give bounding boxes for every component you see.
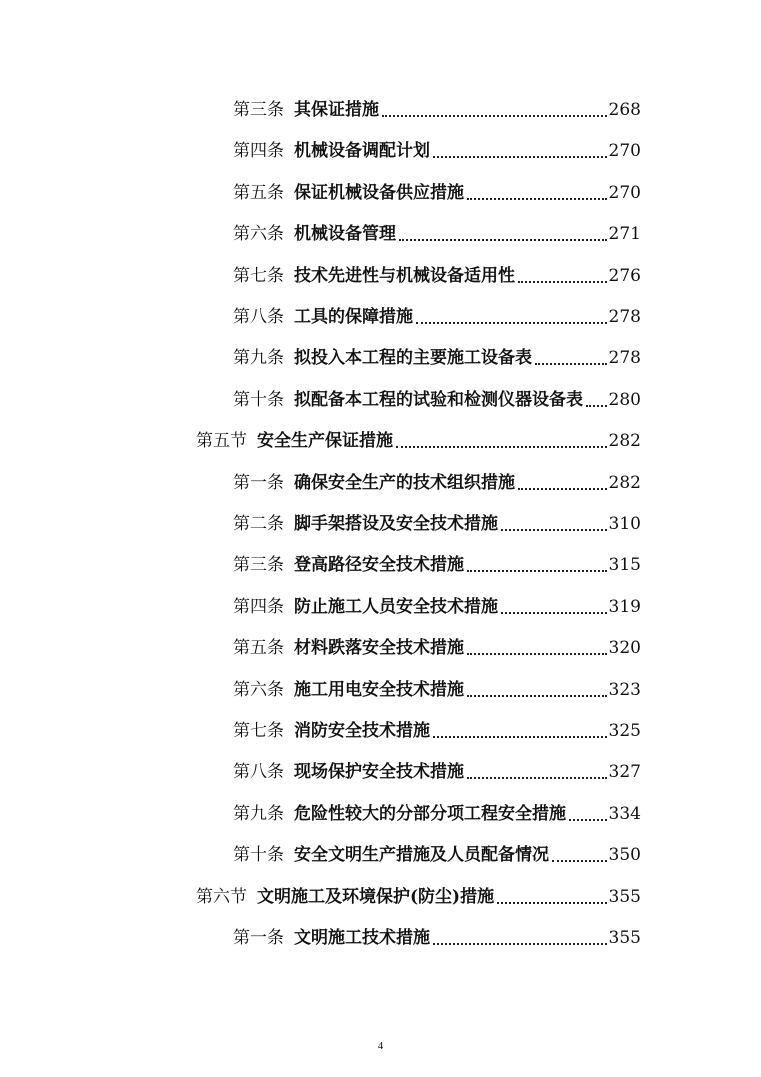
toc-leader-dots (467, 777, 607, 779)
toc-leader-dots (433, 943, 607, 945)
toc-entry-number: 第三条 (233, 100, 284, 120)
toc-leader-dots (501, 529, 607, 531)
toc-entry-page: 355 (608, 886, 641, 907)
toc-leader-dots (399, 239, 607, 241)
toc-entry[interactable] (233, 302, 641, 328)
toc-leader-dots (501, 612, 607, 614)
toc-entry[interactable] (196, 426, 641, 452)
toc-leader-dots (518, 488, 607, 490)
toc-entry[interactable] (196, 882, 641, 908)
toc-entry-title: 安全生产保证措施 (257, 431, 393, 452)
toc-entry-page: 310 (608, 514, 641, 534)
toc-entry-title: 防止施工人员安全技术措施 (294, 596, 498, 617)
toc-entry-title: 消防安全技术措施 (294, 721, 430, 741)
toc-entry-page: 282 (608, 472, 641, 493)
toc-entry-number: 第六条 (233, 679, 284, 700)
toc-leader-dots (569, 819, 607, 821)
toc-leader-dots (467, 198, 607, 200)
toc-entry-page: 320 (608, 638, 641, 659)
toc-entry-number: 第二条 (233, 514, 284, 534)
toc-entry-number: 第九条 (233, 803, 284, 824)
toc-leader-dots (586, 405, 607, 407)
toc-entry-number: 第四条 (233, 141, 284, 162)
toc-entry-title: 拟配备本工程的试验和检测仪器设备表 (294, 389, 583, 410)
toc-entry[interactable] (233, 261, 641, 287)
toc-leader-dots (433, 736, 607, 738)
toc-entry-title: 施工用电安全技术措施 (294, 679, 464, 700)
toc-entry[interactable] (233, 799, 641, 825)
toc-entry-number: 第七条 (233, 265, 284, 286)
toc-entry-title: 文明施工及环境保护(防尘)措施 (257, 886, 495, 907)
toc-entry-number: 第十条 (233, 845, 284, 866)
toc-leader-dots (467, 570, 607, 572)
page-number: 4 (377, 1040, 384, 1052)
toc-leader-dots (467, 695, 607, 697)
toc-entry-page: 319 (608, 596, 641, 617)
toc-entry-title: 文明施工技术措施 (294, 928, 430, 948)
toc-entry-page: 323 (608, 679, 641, 700)
toc-entry-number: 第五条 (233, 638, 284, 659)
toc-entry[interactable] (233, 385, 641, 411)
toc-entry-page: 276 (608, 265, 641, 286)
toc-entry-title: 登高路径安全技术措施 (294, 555, 464, 576)
toc-entry[interactable] (233, 716, 641, 742)
toc-entry[interactable] (233, 509, 641, 535)
toc-entry[interactable] (233, 923, 641, 949)
toc-entry-title: 机械设备调配计划 (294, 141, 430, 162)
toc-entry-title: 保证机械设备供应措施 (294, 182, 464, 203)
toc-leader-dots (416, 322, 607, 324)
toc-entry[interactable] (233, 95, 641, 121)
toc-entry-title: 工具的保障措施 (294, 307, 413, 327)
toc-entry-number: 第四条 (233, 596, 284, 617)
toc-entry-number: 第一条 (233, 472, 284, 493)
toc-entry-page: 268 (608, 100, 641, 120)
toc-entry-number: 第八条 (233, 762, 284, 783)
toc-entry-number: 第五节 (196, 431, 247, 452)
toc-entry-number: 第八条 (233, 307, 284, 327)
toc-entry[interactable] (233, 136, 641, 162)
toc-entry-title: 确保安全生产的技术组织措施 (294, 472, 515, 493)
toc-leader-dots (552, 860, 607, 862)
toc-entry-title: 现场保护安全技术措施 (294, 762, 464, 783)
toc-leader-dots (535, 363, 607, 365)
toc-entry-number: 第七条 (233, 721, 284, 741)
toc-entry-title: 拟投入本工程的主要施工设备表 (294, 348, 532, 369)
toc-entry-page: 325 (608, 721, 641, 741)
toc-entry[interactable] (233, 592, 641, 618)
toc-entry-page: 270 (608, 141, 641, 162)
toc-leader-dots (518, 281, 607, 283)
toc-entry-title: 技术先进性与机械设备适用性 (294, 265, 515, 286)
toc-entry[interactable] (233, 178, 641, 204)
toc-entry-title: 机械设备管理 (294, 224, 396, 245)
toc-entry-number: 第六条 (233, 224, 284, 245)
toc-entry-page: 278 (608, 348, 641, 369)
toc-entry-page: 282 (608, 431, 641, 452)
toc-entry-page: 315 (608, 555, 641, 576)
toc-entry[interactable] (233, 219, 641, 245)
toc-entry-page: 278 (608, 307, 641, 327)
toc-entry[interactable] (233, 468, 641, 494)
toc-entry-title: 脚手架搭设及安全技术措施 (294, 514, 498, 534)
toc-entry-page: 355 (608, 928, 641, 948)
toc-entry-title: 危险性较大的分部分项工程安全措施 (294, 803, 566, 824)
toc-leader-dots (396, 446, 607, 448)
toc-entry[interactable] (233, 840, 641, 866)
toc-leader-dots (382, 115, 607, 117)
toc-entry-number: 第三条 (233, 555, 284, 576)
toc-entry-number: 第九条 (233, 348, 284, 369)
toc-entry[interactable] (233, 675, 641, 701)
toc-entry-page: 280 (608, 389, 641, 410)
toc-leader-dots (497, 902, 606, 904)
toc-entry-number: 第一条 (233, 928, 284, 948)
toc-entry-page: 334 (608, 803, 641, 824)
toc-leader-dots (433, 156, 607, 158)
toc-entry-title: 安全文明生产措施及人员配备情况 (294, 845, 549, 866)
toc-entry-page: 350 (608, 845, 641, 866)
toc-entry-title: 其保证措施 (294, 100, 379, 120)
toc-entry-number: 第六节 (196, 886, 247, 907)
toc-entry-number: 第十条 (233, 389, 284, 410)
toc-entry[interactable] (233, 550, 641, 576)
toc-entry-page: 271 (608, 224, 641, 245)
toc-entry-page: 270 (608, 182, 641, 203)
toc-entry-title: 材料跌落安全技术措施 (294, 638, 464, 659)
toc-entry[interactable] (233, 343, 641, 369)
toc-entry[interactable] (233, 633, 641, 659)
toc-entry[interactable] (233, 757, 641, 783)
toc-entry-page: 327 (608, 762, 641, 783)
toc-leader-dots (467, 653, 607, 655)
toc-entry-number: 第五条 (233, 182, 284, 203)
